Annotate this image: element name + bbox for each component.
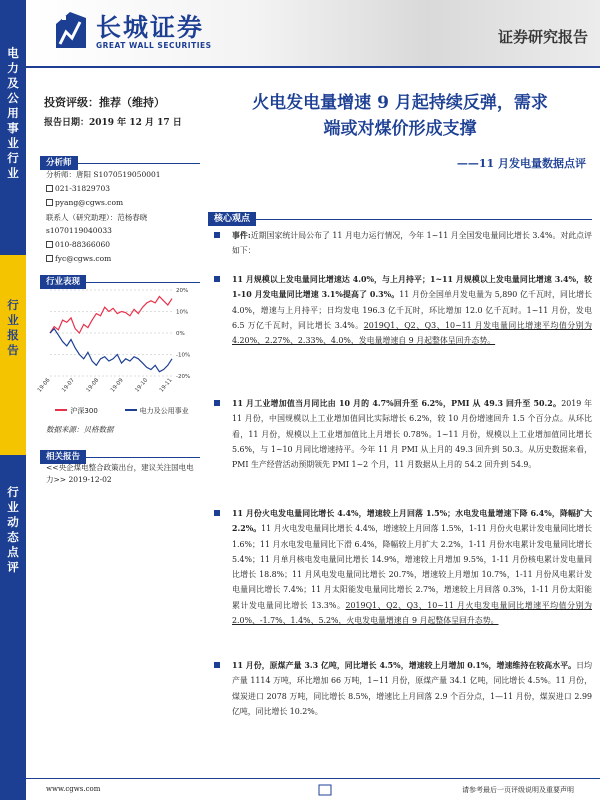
sidebar-dynamic-char: 点 (7, 545, 19, 559)
sidebar-dynamic-char: 动 (7, 515, 19, 529)
chart-lines (50, 297, 172, 372)
y-tick-label: 0% (176, 331, 185, 337)
logo-text-en: GREAT WALL SECURITIES (96, 41, 212, 50)
phone-icon (46, 185, 53, 192)
x-tick-label: 19-08 (85, 377, 101, 394)
p3-bold: 11 月工业增加值当月同比由 10 月的 4.7%回升至 6.2%，PMI 从 49.3 回升至 50.2。 (232, 399, 562, 408)
sidebar-industry-char: 用 (7, 106, 19, 120)
chart-legend (42, 406, 202, 416)
sidebar-industry-label (0, 46, 26, 181)
investment-rating: 投资评级：推荐（维持） (44, 96, 165, 109)
chart-source: 数据来源：贝格数据 (46, 425, 114, 434)
p2-underline: 2019Q1、Q2、Q3、10~11 月发电量同比增速平均值分别为 4.20%、2.27%、2.33%、4.0%，发电量增速自 9 月起整体呈回升态势。 (232, 320, 592, 346)
related-report-link[interactable]: <<央企煤电整合政策出台，建议关注国电电力>> 2019-12-02 (46, 463, 194, 484)
p1-text: 近期国家统计局公布了 11 月电力运行情况，今年 1~11 月全国发电量同比增长 3.4%。对此点评如下： (232, 231, 592, 256)
p4-underline: 2019Q1、Q2、Q3、10~11 月火电发电量同比增速平均值分别为 2.0%、-1.7%、1.4%、5.2%，火电发电量增速自 9 月起整体呈回升态势。 (232, 600, 592, 626)
sidebar-report-char: 告 (7, 343, 19, 357)
bullet-icon (214, 232, 220, 238)
p5-text: 日均产量 1114 万吨，环比增加 66 万吨，1~11 月份，原煤产量 34.1 亿吨，同比增长 4.5%。11 月份，煤炭进口 2078 万吨，同比增长 8.5%，增速比上月回落 2.9 个百分点，1—11 月份，煤炭进口 2.99 亿吨，同比增长 10.2%。 (232, 661, 592, 716)
report-title (208, 90, 592, 142)
y-tick-label: 20% (176, 288, 189, 294)
logo-text-cn: 长城证券 (96, 13, 205, 42)
analyst-line: 分析师：唐阳 S1070519050001 (46, 170, 161, 179)
sidebar-industry-char: 行 (7, 151, 19, 165)
x-tick-label: 19-07 (61, 377, 76, 394)
p5-bold: 11 月份，原煤产量 3.3 亿吨，同比增长 4.5%，增速较上月增加 0.1%，增速维持在较高水平。 (232, 661, 577, 670)
bullet-icon (214, 276, 220, 282)
paragraph-generation (212, 272, 592, 348)
paragraph-industrial (212, 396, 592, 472)
contact-email-text: fyc@cgws.com (55, 254, 112, 263)
contact-phone-text: 010-88366060 (55, 240, 111, 249)
sidebar-dynamic-char: 业 (7, 500, 19, 514)
page-number-icon (318, 784, 332, 796)
legend-swatch (125, 409, 137, 411)
y-tick-label: 10% (176, 309, 189, 316)
sidebar-dynamic-char: 行 (7, 485, 19, 499)
x-tick-label: 19-10 (134, 377, 150, 394)
paragraph-thermal (212, 506, 592, 628)
report-subtitle: ——11 月发电量数据点评 (456, 157, 586, 170)
chart-section-title: 行业表现 (40, 275, 86, 289)
contact-email[interactable] (46, 254, 111, 263)
legend-label: 沪深300 (70, 407, 98, 415)
bullet-icon (214, 662, 220, 668)
email-icon (46, 199, 53, 206)
p1-bold: 事件: (232, 231, 251, 240)
p4-bold: 11 月份火电发电量同比增长 4.4%，增速较上月回落 1.5%；水电发电量增速下降 6.4%，降幅扩大 2.2%。 (232, 509, 592, 534)
sidebar-industry-char: 电 (7, 46, 19, 60)
bullet-icon (214, 510, 220, 516)
left-sidebar (0, 0, 26, 800)
x-tick-label: 19-09 (109, 377, 125, 394)
sidebar-report-char: 报 (7, 328, 19, 342)
sidebar-dynamic-char: 态 (7, 530, 19, 544)
report-date: 报告日期：2019 年 12 月 17 日 (44, 118, 182, 128)
bullet-icon (214, 400, 220, 406)
sidebar-industry-char: 业 (7, 166, 19, 180)
core-view-title: 核心观点 (208, 212, 256, 226)
analyst-section-header (40, 150, 200, 168)
p2-bold: 11 月规模以上发电量同比增速达 4.0%，与上月持平；1~11 月规模以上发电量同比增速 3.4%，较 1-10 月发电量同比增速 3.1%提高了 0.3%。 (232, 275, 592, 300)
legend-item (55, 406, 97, 416)
page-footer (26, 778, 600, 800)
y-tick-label: -20% (176, 374, 191, 380)
analyst-email-text: pyang@cgws.com (55, 198, 124, 207)
x-tick-label: 19-06 (36, 377, 52, 394)
contact-id: s1070119040033 (46, 226, 112, 235)
sidebar-industry-char: 力 (7, 61, 19, 75)
analyst-section-title: 分析师 (40, 156, 78, 170)
analyst-phone-text: 021-31829703 (55, 184, 111, 193)
email-icon (46, 255, 53, 262)
sidebar-dynamic-char: 评 (7, 560, 19, 574)
p3-text: 2019 年 11 月份，中国规模以上工业增加值同比实际增长 6.2%，较 10 月份增速回升 1.5 个百分点。从环比看，11 月份，规模以上工业增加值比上月增长 0.78%。1~11 月份，规模以上工业增加值同比增长 5.6%，与 1~10 月同比增速持平。今年 11 月 PMI 从上月的 49.3 回升到 50.3。从历史数据来看，PMI 生产经营活动预期领先 PMI 1~2 个月，11 月数据从上月的 54.2 回升到 54.9。 (232, 399, 592, 470)
series-line-1 (50, 329, 172, 372)
analyst-email[interactable] (46, 198, 123, 207)
sidebar-report-char: 行 (7, 298, 19, 312)
core-view-header (208, 206, 592, 224)
p4-text: 11 月火电发电量同比增长 4.4%，增速较上月回落 1.5%，1-11 月份火电累计发电量同比增长 1.6%；11 月水电发电量同比下滑 6.4%，降幅较上月扩大 2.2%，1-11 月份水电累计发电量同比增长 5.4%；11 月单月核电发电量同比增长 14.9%，增速较上月增加 9.5%，1-11 月份核电累计发电量同比增长 18.8%；11 月风电发电量同比增长 20.7%，增速较上月增加 10.7%，1-11 月份风电累计发电量同比增长 7.4%；11 月太阳能发电量同比增长 2.7%，增速较上月回落 0.3%，1-11 月份太阳能累计发电量同比增长 13.3%。 (232, 524, 592, 610)
report-type: 证券研究报告 (497, 28, 588, 46)
phone-icon (46, 241, 53, 248)
y-tick-label: -10% (176, 352, 191, 359)
sidebar-industry-char: 业 (7, 136, 19, 150)
sidebar-industry-char: 公 (7, 91, 19, 105)
paragraph-coal (212, 658, 592, 719)
sidebar-report-label (0, 298, 26, 358)
logo-icon (54, 10, 88, 50)
related-section-header (40, 444, 200, 462)
title-line-1: 火电发电量增速 9 月起持续反弹，需求 (252, 93, 548, 113)
footer-url[interactable]: www.cgws.com (46, 785, 101, 793)
footer-disclaimer: 请参考最后一页评级说明及重要声明 (462, 786, 574, 794)
paragraph-event (212, 228, 592, 259)
chart-section-header (40, 269, 200, 287)
legend-item (125, 406, 189, 416)
chart-x-ticks (37, 377, 174, 393)
sidebar-dynamic-label (0, 485, 26, 575)
related-section-title: 相关报告 (40, 450, 86, 464)
chart-y-ticks (176, 288, 190, 380)
p2-text: 11 月份全国单月发电量为 5,890 亿千瓦时，同比增长 4.0%，增速与上月持平；日均发电 196.3 亿千瓦时，环比增加 12.0 亿千瓦时。1~11 月份，发电 6.5 万亿千瓦时，同比增长 3.4%。 (232, 290, 592, 330)
x-tick-label: 19-11 (158, 377, 174, 394)
sidebar-industry-char: 事 (7, 121, 19, 135)
industry-performance-chart (36, 284, 202, 404)
contact-phone (46, 240, 110, 249)
contact-line: 联系人（研究助理）：范杨春晓 (46, 213, 148, 222)
sidebar-industry-char: 及 (7, 76, 19, 90)
legend-label: 电力及公用事业 (139, 407, 189, 415)
analyst-phone (46, 184, 110, 193)
series-line-0 (50, 297, 172, 334)
title-line-2: 端或对煤价形成支撑 (323, 119, 477, 139)
legend-swatch (55, 409, 67, 411)
page-header (26, 0, 600, 68)
sidebar-report-char: 业 (7, 313, 19, 327)
chart-grid (50, 290, 172, 376)
